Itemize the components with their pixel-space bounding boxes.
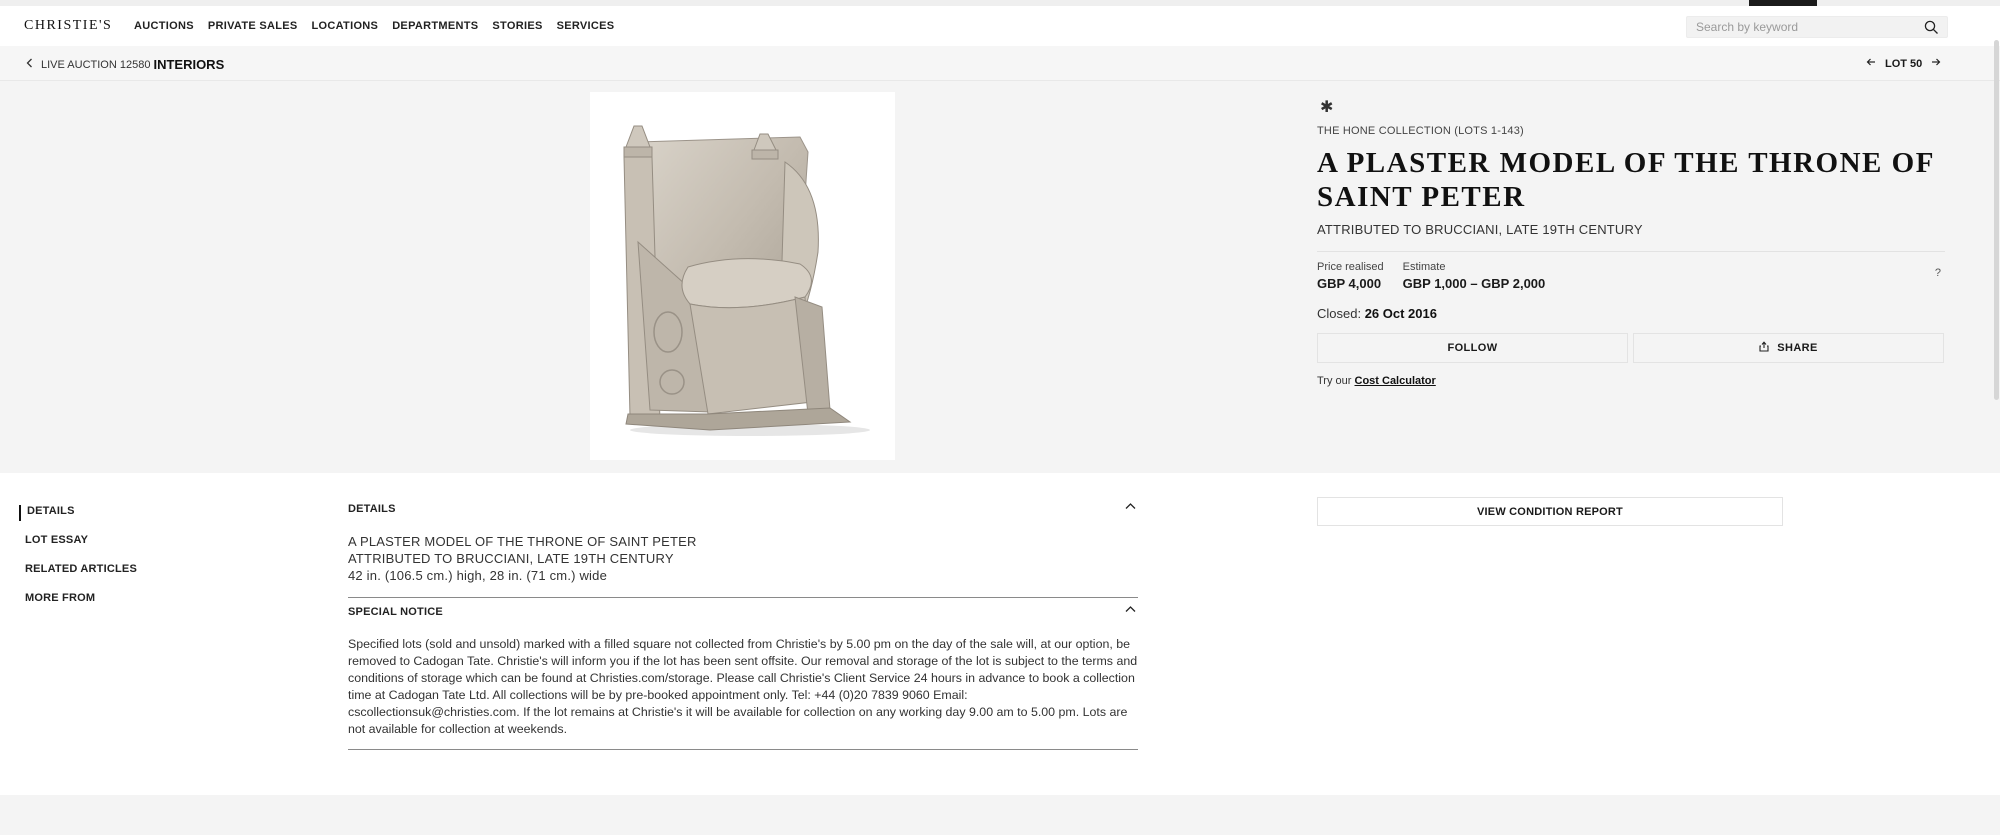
details-text	[348, 533, 1138, 584]
lot-number: LOT 50	[1885, 57, 1923, 70]
estimate-value: GBP 1,000 – GBP 2,000	[1402, 276, 1546, 291]
special-notice-text: Specified lots (sold and unsold) marked with a filled square not collected from Christie's by 5.00 pm on the day of the sale will, at our option, be removed to Cadogan Tate. Christie's will inform you if the lot has been sent offsite. Our removal and storage of the lot is subject to the terms and conditions of storage which can be found at Christies.com/storage. Please call Christie's Client Service 24 hours in advance to book a collection time at Cadogan Tate Ltd. All collections will be by pre-booked appointment only. Tel: +44 (0)20 7839 9060 Email: cscollectionsuk@christies.com. If the lot remains at Christie's it will be available for collection on any working day 9.00 am to 5.00 pm. Lots are not available for collection at weekends.	[348, 637, 1138, 736]
next-lot-arrow-icon[interactable]	[1931, 57, 1941, 70]
share-button[interactable]	[1633, 333, 1944, 363]
closed-label: Closed:	[1317, 306, 1362, 321]
asterisk-icon: ✱	[1320, 99, 1334, 116]
lot-details-section	[0, 473, 2000, 795]
lot-image[interactable]	[590, 92, 895, 460]
nav-locations[interactable]: LOCATIONS	[311, 20, 379, 32]
divider	[348, 749, 1138, 750]
lot-navigation	[1866, 57, 1941, 70]
special-notice-accordion-header[interactable]	[348, 606, 1138, 622]
divider	[348, 597, 1138, 598]
details-line-attribution: ATTRIBUTED TO BRUCCIANI, LATE 19TH CENTURY	[348, 551, 674, 566]
breadcrumb-sale-title: INTERIORS	[153, 57, 225, 72]
details-line-dimensions: 42 in. (106.5 cm.) high, 28 in. (71 cm.) wide	[348, 568, 608, 583]
section-nav	[19, 505, 137, 621]
search-box	[1686, 16, 1948, 38]
chevron-up-icon	[1125, 604, 1136, 616]
nav-private-sales[interactable]: PRIVATE SALES	[207, 20, 298, 32]
share-label: SHARE	[1777, 342, 1818, 354]
cost-calculator-link[interactable]: Cost Calculator	[1354, 375, 1436, 387]
lot-hero	[0, 81, 2000, 473]
details-line-title: A PLASTER MODEL OF THE THRONE OF SAINT PETER	[348, 534, 697, 549]
breadcrumb-bar	[0, 46, 2000, 81]
collection-link[interactable]: THE HONE COLLECTION (LOTS 1-143)	[1317, 125, 1524, 137]
calc-prefix: Try our	[1317, 375, 1352, 387]
nav-departments[interactable]: DEPARTMENTS	[392, 20, 479, 32]
price-realised	[1317, 261, 1384, 295]
section-nav-related-articles[interactable]: RELATED ARTICLES	[25, 563, 137, 575]
divider	[1317, 251, 1945, 252]
details-accordion-header[interactable]	[348, 503, 1138, 519]
closed-date-value: 26 Oct 2016	[1364, 306, 1437, 321]
chevron-left-icon	[26, 58, 33, 71]
previous-lot-arrow-icon[interactable]	[1866, 57, 1876, 70]
page-scrollbar[interactable]	[1994, 40, 1999, 400]
estimate-label: Estimate	[1402, 261, 1446, 273]
price-block	[1317, 261, 1945, 295]
search-input[interactable]	[1687, 17, 1907, 37]
chevron-up-icon	[1125, 501, 1136, 513]
follow-label: FOLLOW	[1447, 342, 1498, 354]
follow-button[interactable]	[1317, 333, 1628, 363]
cost-calculator	[1317, 375, 1945, 387]
section-nav-lot-essay[interactable]: LOT ESSAY	[25, 534, 89, 546]
special-notice-heading: SPECIAL NOTICE	[348, 606, 443, 618]
price-realised-label: Price realised	[1317, 261, 1384, 273]
closed-date	[1317, 306, 1945, 321]
breadcrumb[interactable]	[26, 57, 224, 72]
condition-report-label: VIEW CONDITION REPORT	[1477, 505, 1623, 518]
estimate	[1403, 261, 1546, 295]
nav-services[interactable]: SERVICES	[556, 20, 615, 32]
details-heading: DETAILS	[348, 503, 396, 515]
site-header	[0, 6, 2000, 46]
nav-auctions[interactable]: AUCTIONS	[134, 20, 194, 32]
section-nav-details[interactable]: DETAILS	[19, 505, 137, 521]
lot-attribution: ATTRIBUTED TO BRUCCIANI, LATE 19TH CENTURY	[1317, 222, 1643, 237]
nav-stories[interactable]: STORIES	[492, 20, 543, 32]
lot-info	[1317, 97, 1945, 387]
view-condition-report-button[interactable]	[1317, 497, 1783, 526]
help-icon[interactable]: ?	[1934, 267, 1941, 279]
lot-actions	[1317, 333, 1945, 363]
lot-title: A PLASTER MODEL OF THE THRONE OF SAINT PETER	[1317, 147, 1934, 213]
share-icon	[1759, 341, 1769, 355]
main-nav	[134, 20, 614, 32]
details-column	[348, 503, 1138, 750]
throne-image	[590, 92, 895, 460]
price-realised-value: GBP 4,000	[1317, 276, 1382, 291]
search-icon[interactable]	[1924, 20, 1939, 40]
footer-band	[0, 795, 2000, 835]
christies-logo[interactable]: CHRISTIE'S	[24, 18, 113, 33]
breadcrumb-auction: LIVE AUCTION 12580	[41, 58, 151, 71]
section-nav-more-from[interactable]: MORE FROM	[25, 592, 96, 604]
